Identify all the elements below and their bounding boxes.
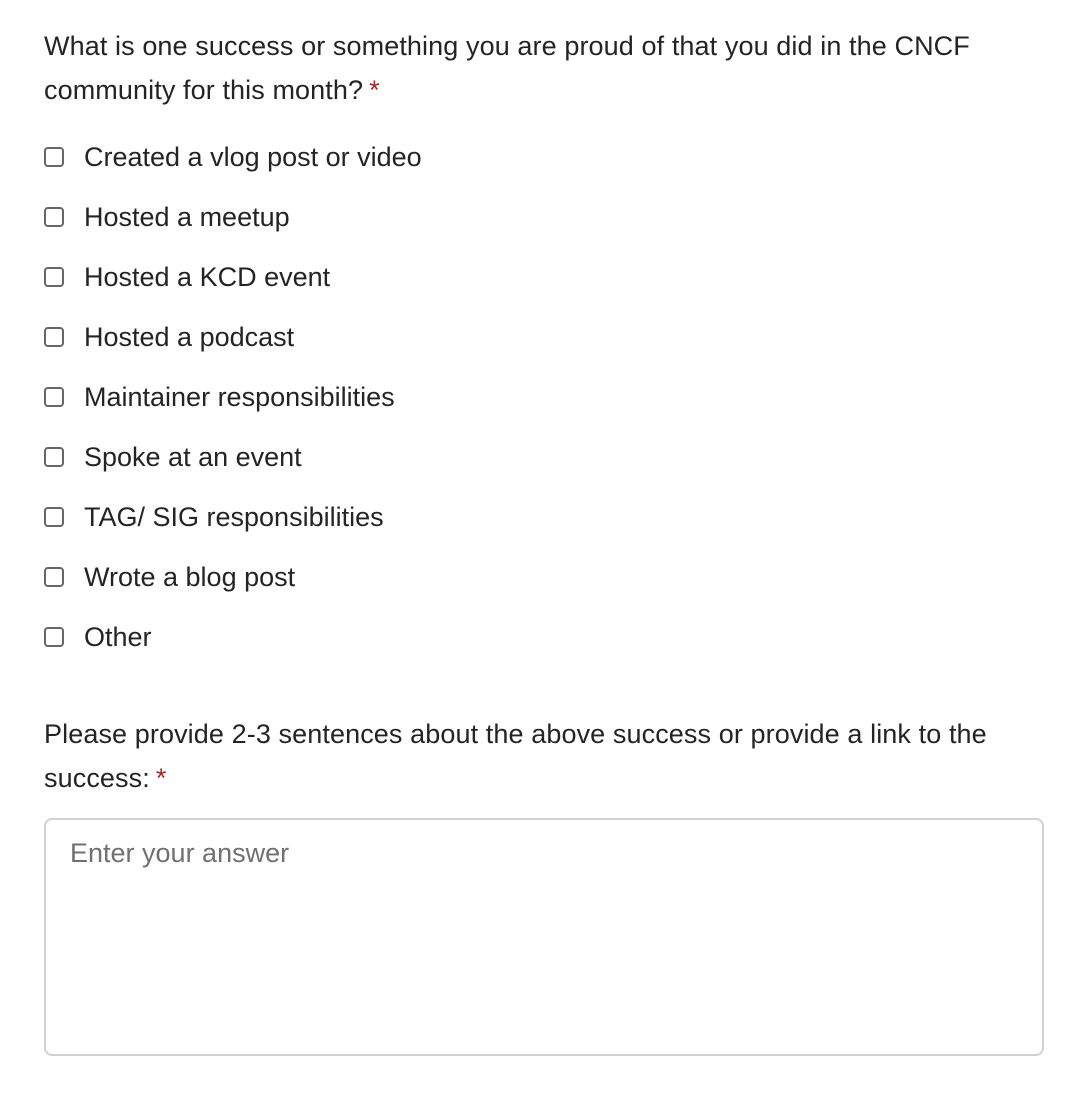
question-success-details [44, 712, 1044, 1056]
checkbox[interactable] [44, 567, 64, 587]
checkbox[interactable] [44, 507, 64, 527]
option-blog[interactable] [44, 547, 1044, 607]
checkbox-group [44, 127, 1044, 667]
checkbox[interactable] [44, 627, 64, 647]
option-other[interactable] [44, 607, 1044, 667]
checkbox[interactable] [44, 207, 64, 227]
option-podcast[interactable] [44, 307, 1044, 367]
option-label: Hosted a KCD event [84, 262, 331, 292]
question-text: Please provide 2-3 sentences about the above success or provide a link to the success: [44, 719, 987, 793]
answer-textarea[interactable] [44, 818, 1044, 1056]
question-title [44, 712, 1044, 800]
option-label: Wrote a blog post [84, 562, 296, 592]
option-label: Other [84, 622, 152, 652]
required-asterisk: * [369, 75, 380, 105]
question-title [44, 24, 1044, 112]
checkbox[interactable] [44, 447, 64, 467]
checkbox[interactable] [44, 147, 64, 167]
option-label: Hosted a podcast [84, 322, 295, 352]
option-label: Spoke at an event [84, 442, 302, 472]
option-label: Hosted a meetup [84, 202, 290, 232]
option-label: TAG/ SIG responsibilities [84, 502, 384, 532]
option-meetup[interactable] [44, 187, 1044, 247]
question-success [44, 24, 1044, 667]
checkbox[interactable] [44, 387, 64, 407]
required-asterisk: * [155, 763, 167, 793]
option-spoke[interactable] [44, 427, 1044, 487]
question-text: What is one success or something you are proud of that you did in the CNCF community for this month? [44, 31, 970, 105]
option-maintainer[interactable] [44, 367, 1044, 427]
checkbox[interactable] [44, 327, 64, 347]
option-tag-sig[interactable] [44, 487, 1044, 547]
option-kcd-event[interactable] [44, 247, 1044, 307]
option-label: Created a vlog post or video [84, 142, 422, 172]
option-vlog[interactable] [44, 127, 1044, 187]
option-label: Maintainer responsibilities [84, 382, 395, 412]
checkbox[interactable] [44, 267, 64, 287]
survey-form [44, 24, 1044, 1056]
